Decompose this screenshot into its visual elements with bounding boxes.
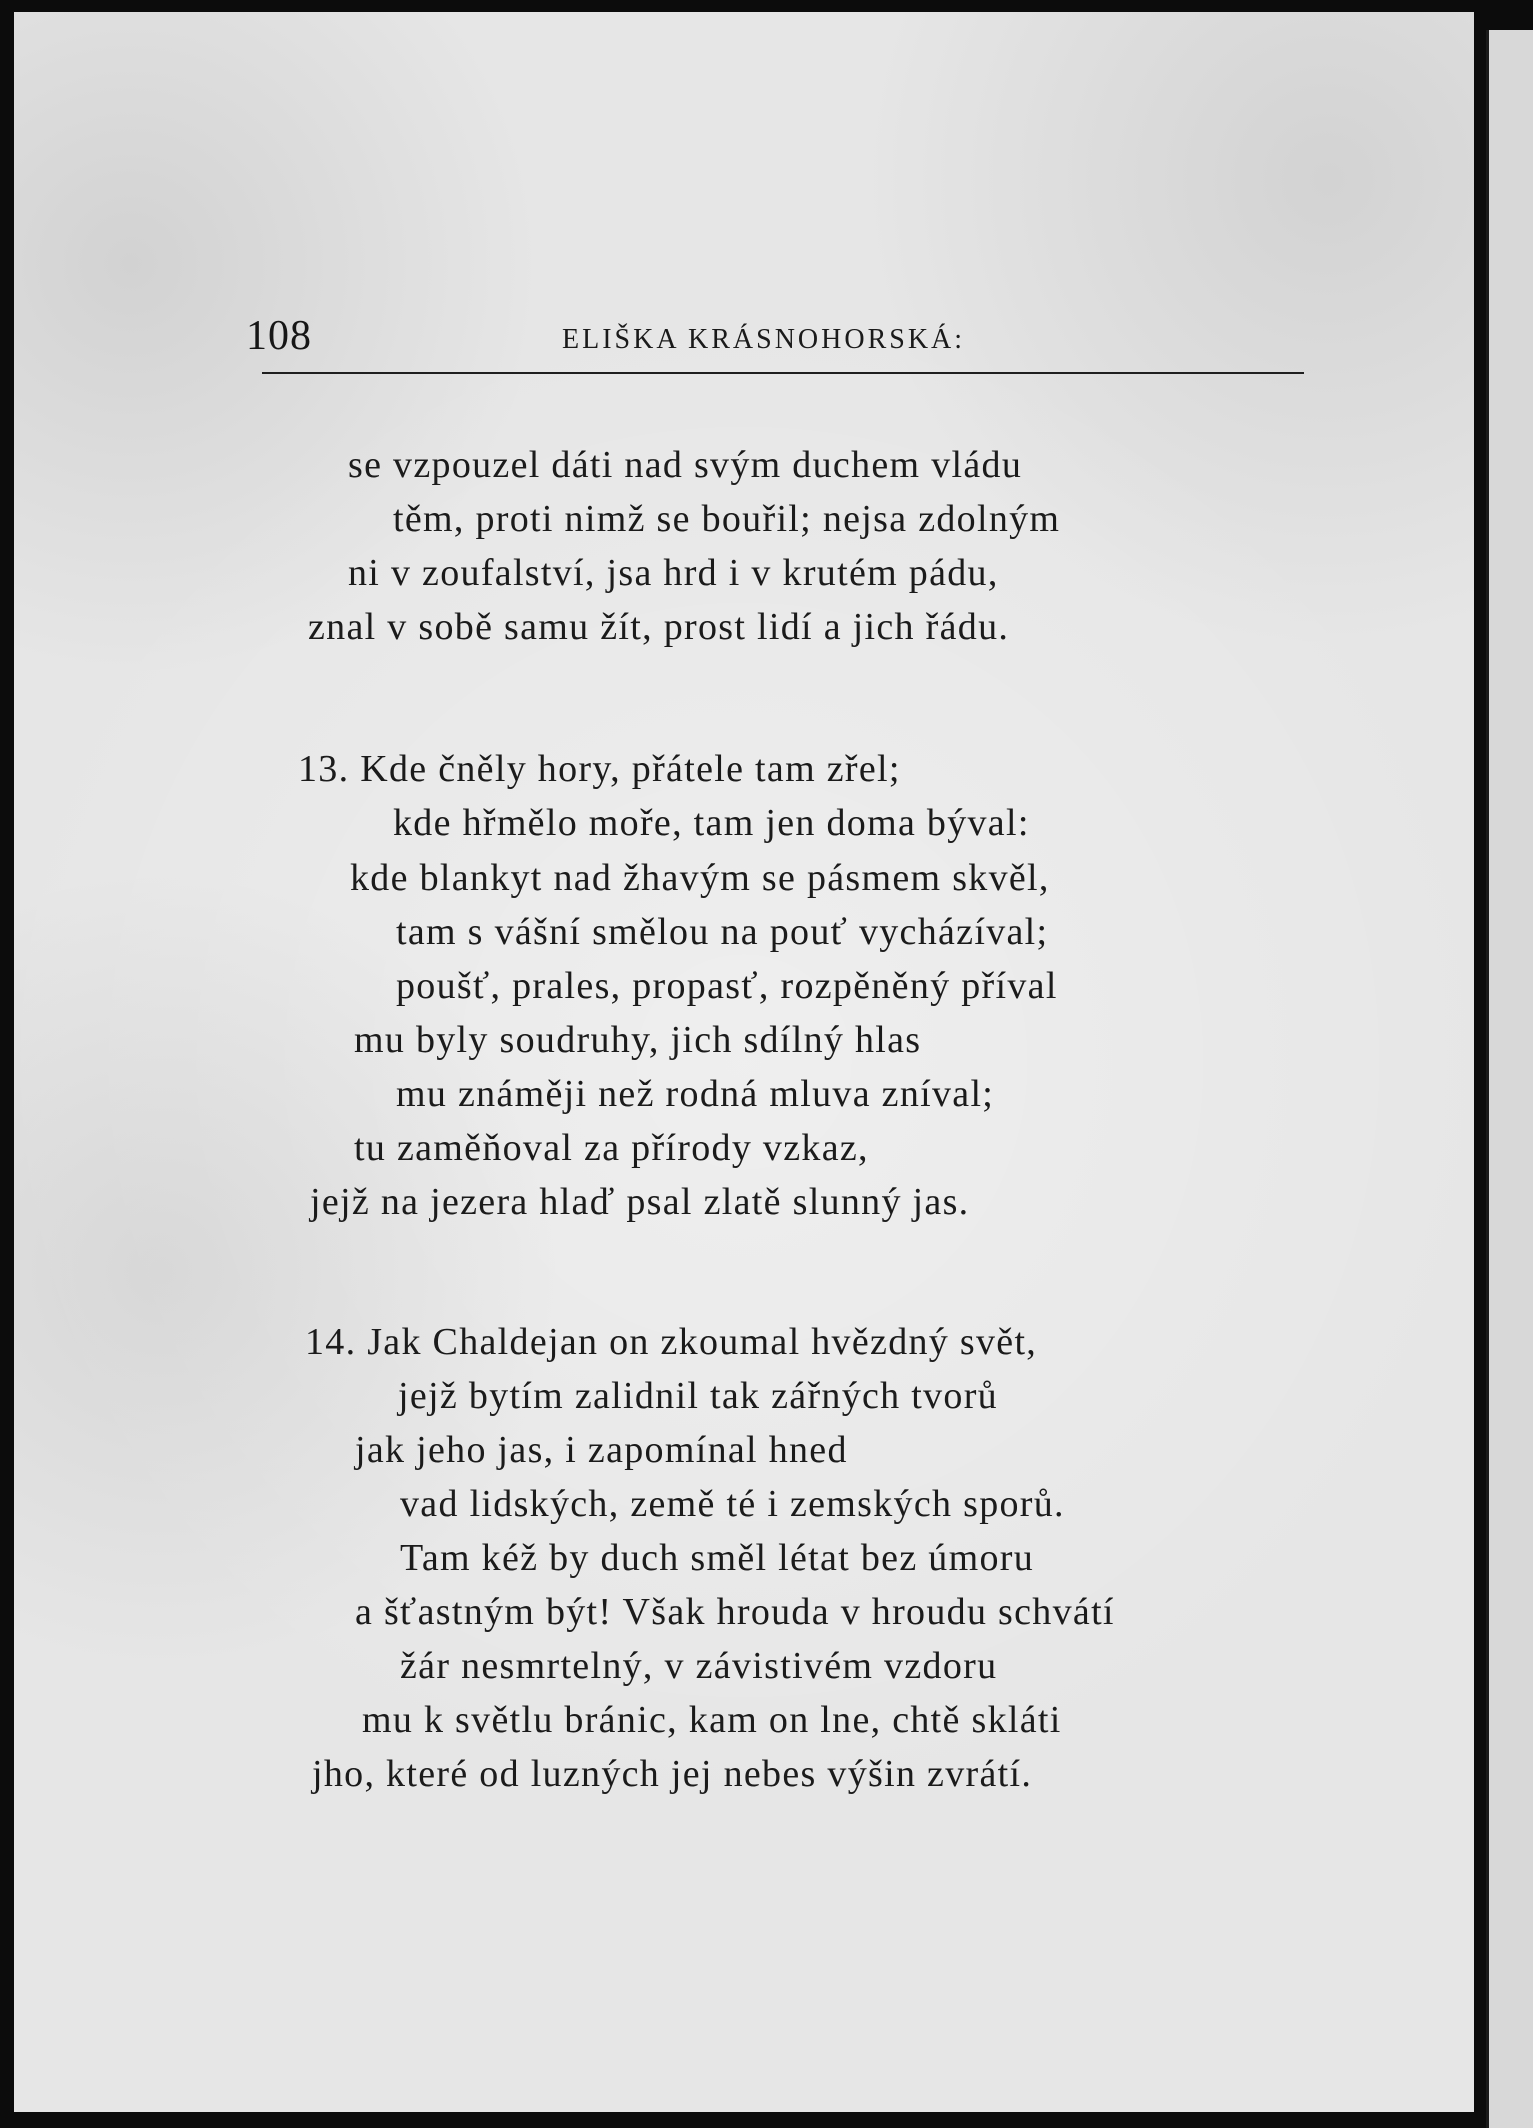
verse-line: kde blankyt nad žhavým se pásmem skvěl, [350,857,1050,899]
verse-line: vad lidských, země té i zemských sporů. [400,1483,1065,1525]
verse-line: Tam kéž by duch směl létat bez úmoru [400,1537,1034,1579]
verse-line: mu k světlu bránic, kam on lne, chtě skláti [362,1699,1062,1741]
verse-line: tam s vášní smělou na pouť vycházíval; [396,911,1049,953]
verse-line: jho, které od luzných jej nebes výšin zvrátí. [312,1753,1033,1795]
verse-line: ni v zoufalství, jsa hrd i v krutém pádu, [348,552,999,594]
verse-line: těm, proti nimž se bouřil; nejsa zdolným [393,498,1061,540]
verse-line: jak jeho jas, i zapomínal hned [355,1429,848,1471]
verse-line: znal v sobě samu žít, prost lidí a jich řádu. [308,606,1010,648]
verse-line: žár nesmrtelný, v závistivém vzdoru [400,1645,998,1687]
verse-line: se vzpouzel dáti nad svým duchem vládu [348,444,1023,486]
verse-line: 14. Jak Chaldejan on zkoumal hvězdný svět, [305,1321,1038,1363]
page-number: 108 [246,313,312,359]
verse-line: jejž na jezera hlaď psal zlatě slunný jas. [310,1181,970,1223]
verse-line: mu známěji než rodná mluva zníval; [396,1073,995,1115]
verse-line: poušť, prales, propasť, rozpěněný příval [396,965,1058,1007]
running-head: ELIŠKA KRÁSNOHORSKÁ: [562,324,966,355]
verse-line: jejž bytím zalidnil tak zářných tvorů [398,1375,998,1417]
verse-line: tu zaměňoval za přírody vzkaz, [354,1127,869,1169]
verse-line: 13. Kde čněly hory, přátele tam zřel; [298,748,901,790]
verse-line: mu byly soudruhy, jich sdílný hlas [354,1019,922,1061]
verse-line: a šťastným být! Však hrouda v hroudu schvátí [355,1591,1115,1633]
verse-line: kde hřmělo moře, tam jen doma býval: [393,802,1030,844]
